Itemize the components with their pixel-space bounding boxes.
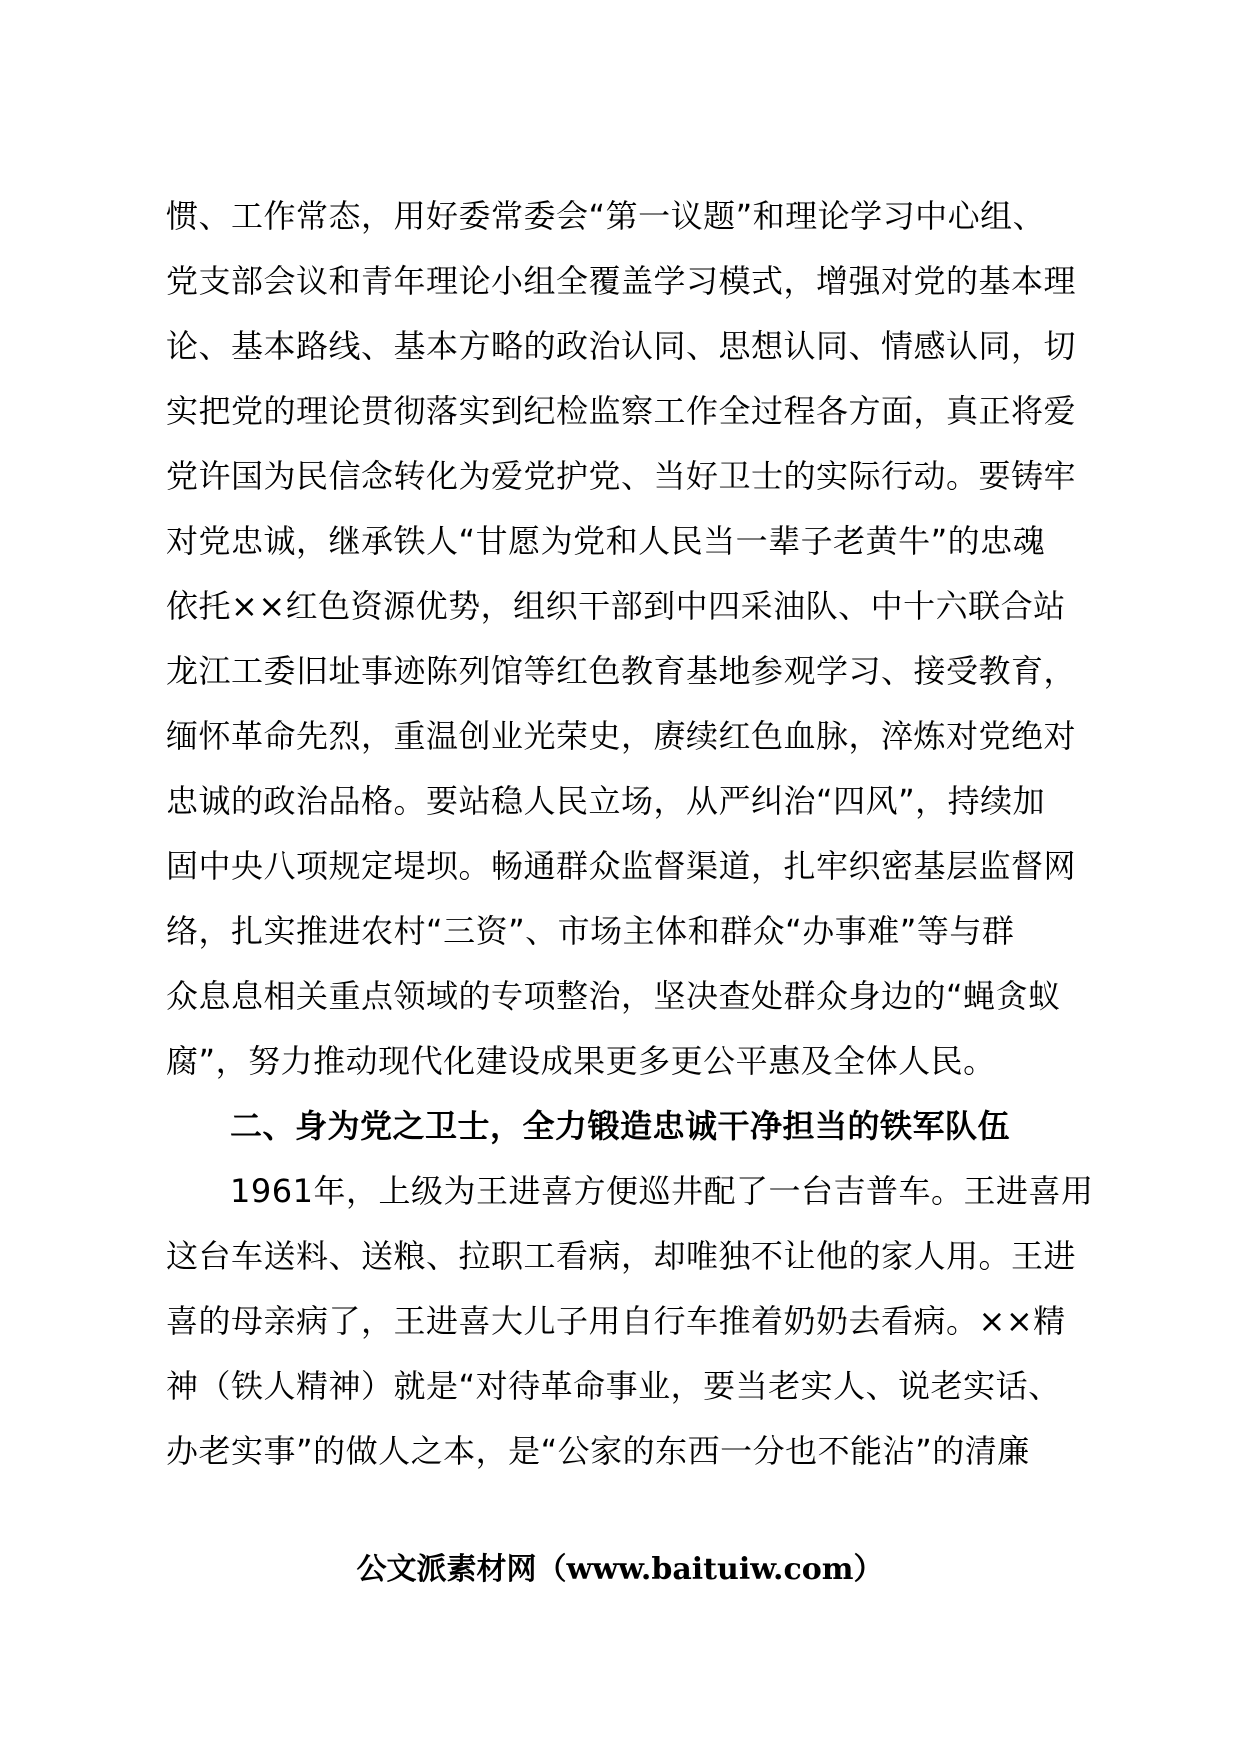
body-line: 党支部会议和青年理论小组全覆盖学习模式，增强对党的基本理 <box>166 262 1077 300</box>
body-line: 缅怀革命先烈，重温创业光荣史，赓续红色血脉，淬炼对党绝对 <box>166 717 1077 755</box>
body-line: 喜的母亲病了，王进喜大儿子用自行车推着奶奶去看病。××精 <box>166 1302 1066 1340</box>
body-line: 实把党的理论贯彻落实到纪检监察工作全过程各方面，真正将爱 <box>166 392 1077 430</box>
body-line: 党许国为民信念转化为爱党护党、当好卫士的实际行动。要铸牢 <box>166 457 1077 495</box>
body-line: 对党忠诚，继承铁人“甘愿为党和人民当一辈子老黄牛”的忠魂 <box>166 522 1046 560</box>
body-line: 这台车送料、送粮、拉职工看病，却唯独不让他的家人用。王进 <box>166 1237 1077 1275</box>
body-line: 龙江工委旧址事迹陈列馆等红色教育基地参观学习、接受教育， <box>166 652 1077 690</box>
paragraph-first-line: 1961年，上级为王进喜方便巡井配了一台吉普车。王进喜用 <box>230 1172 1094 1210</box>
section-heading: 二、身为党之卫士，全力锻造忠诚干净担当的铁军队伍 <box>230 1107 1011 1145</box>
body-line: 依托××红色资源优势，组织干部到中四采油队、中十六联合站 <box>166 587 1066 625</box>
body-line: 络，扎实推进农村“三资”、市场主体和群众“办事难”等与群 <box>166 912 1015 950</box>
document-body <box>166 184 1126 1484</box>
body-line: 惯、工作常态，用好委常委会“第一议题”和理论学习中心组、 <box>166 197 1046 235</box>
body-line: 腐”，努力推动现代化建设成果更多更公平惠及全体人民。 <box>166 1042 996 1080</box>
body-line: 众息息相关重点领域的专项整治，坚决查处群众身边的“蝇贪蚁 <box>166 977 1061 1015</box>
body-line: 忠诚的政治品格。要站稳人民立场，从严纠治“四风”，持续加 <box>166 782 1046 820</box>
footer-watermark: 公文派素材网（www.baituiw.com） <box>356 1552 884 1587</box>
body-line: 固中央八项规定堤坝。畅通群众监督渠道，扎牢织密基层监督网 <box>166 847 1077 885</box>
body-line: 神（铁人精神）就是“对待革命事业，要当老实人、说老实话、 <box>166 1367 1061 1405</box>
body-line: 论、基本路线、基本方略的政治认同、思想认同、情感认同，切 <box>166 327 1077 365</box>
body-line: 办老实事”的做人之本，是“公家的东西一分也不能沾”的清廉 <box>166 1432 1030 1470</box>
